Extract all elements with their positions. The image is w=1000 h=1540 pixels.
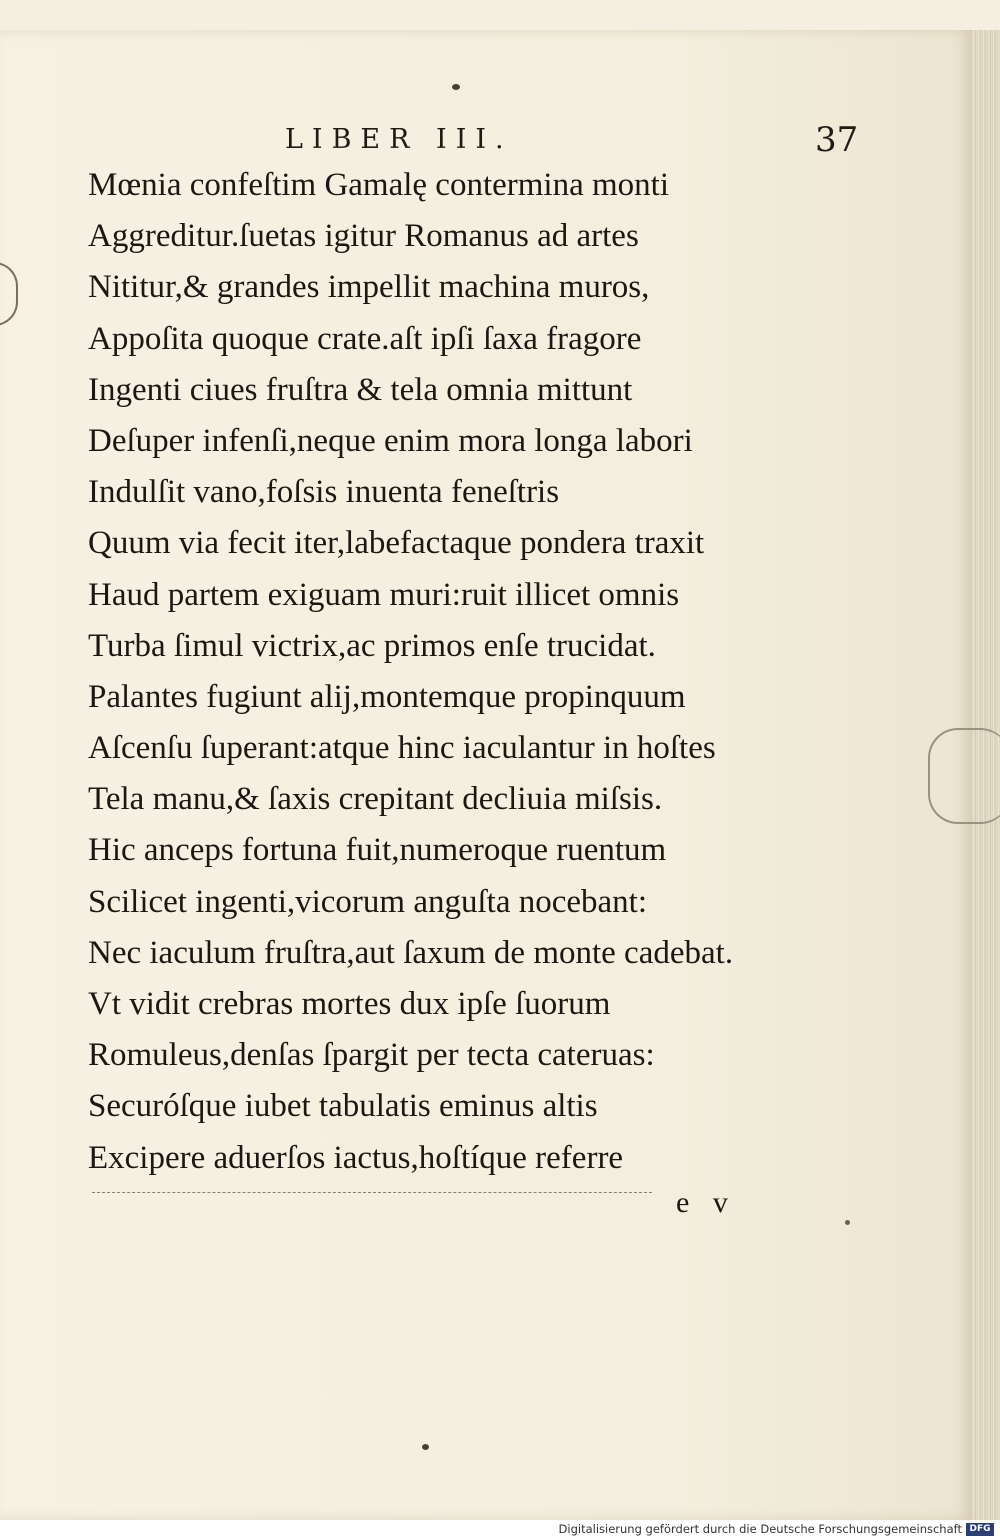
verse-line: Deſuper infenſi,neque enim mora longa labori	[88, 422, 693, 459]
verse-line: Tela manu,& ſaxis crepitant decliuia miſsis.	[88, 781, 663, 818]
ink-speck	[452, 84, 460, 90]
verse-line: Quum via fecit iter,labefactaque pondera traxit	[88, 525, 705, 562]
ink-speck	[422, 1444, 429, 1450]
right-page-clip	[928, 728, 1000, 824]
verse-line: Scilicet ingenti,vicorum anguſta nocebant:	[88, 883, 648, 920]
signature-mark: e v	[676, 1186, 736, 1219]
verse-line: Palantes fugiunt alij,montemque propinquum	[88, 678, 686, 715]
verse-line: Turba ſimul victrix,ac primos enſe trucidat.	[88, 627, 656, 664]
dfg-logo: DFG	[966, 1523, 994, 1536]
verse-block	[88, 160, 848, 1184]
verse-line: Hic anceps fortuna fuit,numeroque ruentum	[88, 832, 667, 869]
verse-line: Aſcenſu ſuperant:atque hinc iaculantur in hoſtes	[88, 730, 716, 767]
running-head: LIBER III.	[285, 124, 513, 155]
verse-line: Securóſque iubet tabulatis eminus altis	[88, 1088, 598, 1125]
verse-line: Haud partem exiguam muri:ruit illicet omnis	[88, 576, 680, 613]
bottom-rule	[92, 1192, 652, 1193]
verse-line: Excipere aduerſos iactus,hoſtíque referre	[88, 1139, 624, 1176]
verse-line: Mœnia confeſtim Gamalę contermina monti	[88, 167, 669, 203]
ink-speck	[845, 1220, 850, 1225]
verse-line: Romuleus,denſas ſpargit per tecta cateruas:	[88, 1037, 655, 1074]
verse-line: Ingenti ciues fruſtra & tela omnia mittunt	[88, 371, 633, 408]
page-number: 37	[815, 120, 859, 160]
verse-line: Appoſita quoque crate.aſt ipſi ſaxa fragore	[88, 320, 642, 357]
verse-line: Nec iaculum fruſtra,aut ſaxum de monte cadebat.	[88, 934, 734, 971]
verse-line: Vt vidit crebras mortes dux ipſe ſuorum	[88, 986, 611, 1022]
digitization-credit: Digitalisierung gefördert durch die Deutsche Forschungsgemeinschaft	[558, 1522, 962, 1536]
verse-line: Nititur,& grandes impellit machina muros,	[88, 269, 650, 306]
verse-line: Indulſit vano,foſsis inuenta feneſtris	[88, 474, 560, 511]
verse-line: Aggreditur.ſuetas igitur Romanus ad artes	[88, 218, 639, 255]
